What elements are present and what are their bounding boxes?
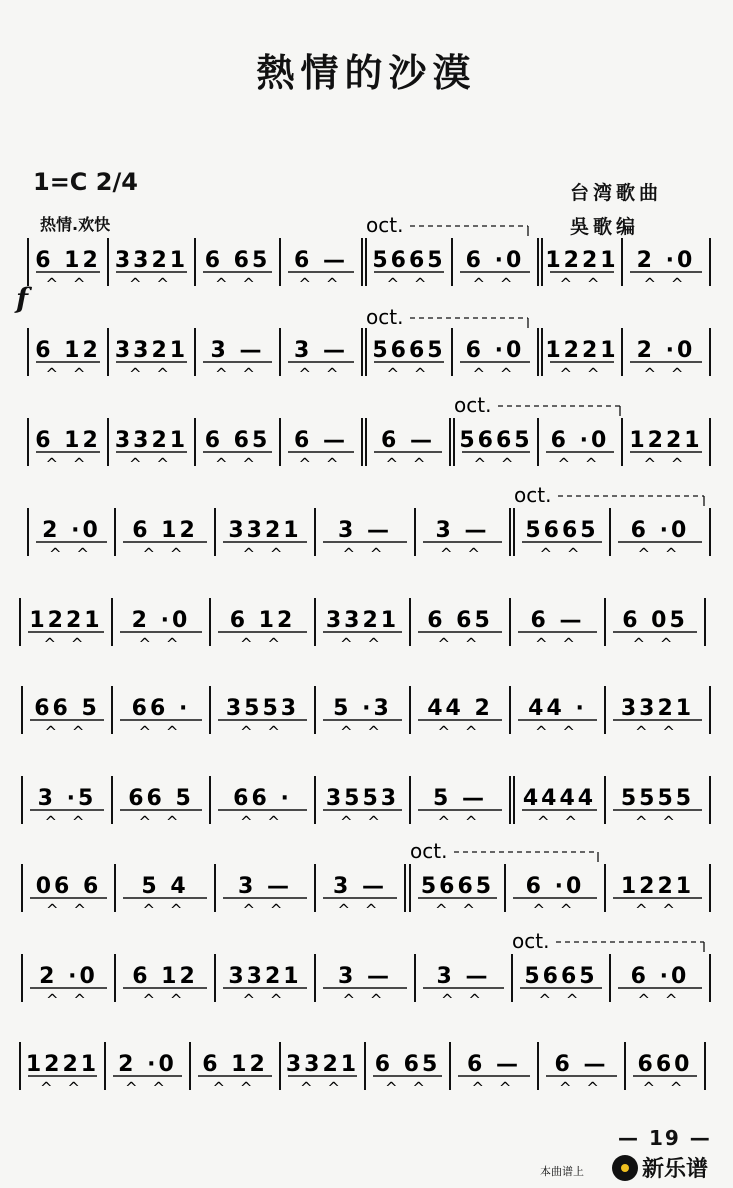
measure-notes: 6 12 <box>229 608 296 633</box>
measure-notes: 6 65 <box>427 608 493 633</box>
tempo-marking: 热情.欢快 <box>40 215 111 234</box>
strum-marks: ^ ^ <box>635 813 680 831</box>
strum-marks: ^ ^ <box>635 901 680 919</box>
measure-notes: 66 · <box>131 696 191 721</box>
strum-marks: ^ ^ <box>437 723 483 741</box>
measure-notes: 6 — <box>294 248 348 273</box>
measure-notes: 3 — <box>210 338 265 363</box>
measure-notes: 6 65 <box>374 1052 441 1077</box>
strum-marks: ^ ^ <box>642 1079 688 1097</box>
strum-marks: ^ ^ <box>142 901 188 919</box>
strum-marks: ^ ^ <box>46 901 91 919</box>
strum-marks: ^ ^ <box>385 1079 430 1097</box>
measure-notes: 1221 <box>545 338 619 363</box>
strum-marks: ^ ^ <box>643 455 689 473</box>
measure-notes: 6 12 <box>132 518 198 543</box>
site-logo <box>612 1152 708 1183</box>
measure-notes: 5555 <box>620 786 695 811</box>
measure-notes: 6 ·0 <box>630 518 690 543</box>
measure-notes: 4444 <box>522 786 597 811</box>
measure-notes: 3321 <box>228 518 302 543</box>
measure-notes: 3321 <box>114 248 189 273</box>
strum-marks: ^ ^ <box>435 901 480 919</box>
strum-marks: ^ ^ <box>138 813 184 831</box>
strum-marks: ^ ^ <box>298 275 344 293</box>
measure-notes: 2 ·0 <box>636 248 696 273</box>
strum-marks: ^ ^ <box>125 1079 170 1097</box>
measure-notes: 6 — <box>530 608 585 633</box>
octave-mark: oct. <box>366 305 404 329</box>
strum-marks: ^ ^ <box>129 275 174 293</box>
strum-marks: ^ ^ <box>441 991 486 1009</box>
measure-notes: 44 · <box>528 696 587 721</box>
measure-notes: 6 — <box>467 1052 521 1077</box>
measure-notes: 3321 <box>114 338 189 363</box>
strum-marks: ^ ^ <box>535 723 580 741</box>
strum-marks: ^ ^ <box>538 991 584 1009</box>
measure-notes: 1221 <box>545 248 619 273</box>
measure-notes: 5665 <box>372 248 446 273</box>
measure-notes: 1221 <box>29 608 103 633</box>
measure-notes: 5665 <box>420 874 495 899</box>
measure-notes: 2 ·0 <box>42 518 101 543</box>
measure-notes: 6 ·0 <box>525 874 585 899</box>
strum-marks: ^ ^ <box>643 275 689 293</box>
measure-notes: 6 ·0 <box>465 248 525 273</box>
measure-notes: 5 — <box>433 786 487 811</box>
measure-notes: 6 — <box>554 1052 609 1077</box>
measure-notes: 5 4 <box>141 874 189 899</box>
strum-marks: ^ ^ <box>473 455 519 473</box>
strum-marks: ^ ^ <box>142 545 188 563</box>
dynamic-marking: f <box>16 282 29 315</box>
octave-mark: oct. <box>512 929 550 953</box>
strum-marks: ^ ^ <box>385 455 431 473</box>
measure-notes: 6 ·0 <box>550 428 610 453</box>
logo-text: 新乐谱 <box>642 1157 709 1182</box>
strum-marks: ^ ^ <box>49 545 94 563</box>
measure-notes: 6 65 <box>204 248 271 273</box>
page-number: — 19 — <box>618 1126 712 1150</box>
strum-marks: ^ ^ <box>242 991 288 1009</box>
strum-marks: ^ ^ <box>142 991 188 1009</box>
measure-notes: 660 <box>637 1052 693 1077</box>
measure-notes: 2 ·0 <box>131 608 191 633</box>
measure-notes: 6 — <box>381 428 435 453</box>
measure-notes: 5665 <box>525 518 599 543</box>
strum-marks: ^ ^ <box>337 901 383 919</box>
measure-notes: 2 ·0 <box>118 1052 177 1077</box>
measure-notes: 6 ·0 <box>465 338 525 363</box>
strum-marks: ^ ^ <box>539 545 585 563</box>
strum-marks: ^ ^ <box>342 545 388 563</box>
strum-marks: ^ ^ <box>637 545 683 563</box>
measure-notes: 6 12 <box>35 248 101 273</box>
strum-marks: ^ ^ <box>138 723 184 741</box>
strum-marks: ^ ^ <box>298 365 344 383</box>
strum-marks: ^ ^ <box>215 455 260 473</box>
measure-notes: 3321 <box>228 964 302 989</box>
strum-marks: ^ ^ <box>535 635 580 653</box>
strum-marks: ^ ^ <box>559 1079 604 1097</box>
strum-marks: ^ ^ <box>635 723 680 741</box>
strum-marks: ^ ^ <box>242 545 288 563</box>
strum-marks: ^ ^ <box>437 813 483 831</box>
strum-marks: ^ ^ <box>340 723 385 741</box>
strum-marks: ^ ^ <box>44 723 90 741</box>
measure-notes: 2 ·0 <box>39 964 98 989</box>
strum-marks: ^ ^ <box>43 635 89 653</box>
strum-marks: ^ ^ <box>45 275 91 293</box>
measure-notes: 3 — <box>435 518 490 543</box>
strum-marks: ^ ^ <box>472 365 518 383</box>
measure-notes: 44 2 <box>427 696 493 721</box>
song-title: 熱情的沙漠 <box>256 50 477 95</box>
strum-marks: ^ ^ <box>340 813 385 831</box>
measure-notes: 3 — <box>338 964 392 989</box>
strum-marks: ^ ^ <box>46 991 91 1009</box>
measure-notes: 3321 <box>325 608 400 633</box>
measure-notes: 6 05 <box>622 608 688 633</box>
measure-notes: 3 — <box>436 964 491 989</box>
measure-notes: 3321 <box>285 1052 360 1077</box>
measure-notes: 3 ·5 <box>37 786 97 811</box>
strum-marks: ^ ^ <box>342 991 388 1009</box>
arranger-label: 吳歌编 <box>570 216 640 238</box>
measure-notes: 6 ·0 <box>630 964 690 989</box>
strum-marks: ^ ^ <box>340 635 385 653</box>
strum-marks: ^ ^ <box>240 723 285 741</box>
strum-marks: ^ ^ <box>212 1079 258 1097</box>
octave-mark: oct. <box>366 213 404 237</box>
record-disc-icon <box>612 1155 638 1181</box>
strum-marks: ^ ^ <box>242 901 288 919</box>
measure-notes: 1221 <box>620 874 695 899</box>
measure-notes: 5 ·3 <box>333 696 392 721</box>
octave-mark: oct. <box>454 393 492 417</box>
octave-mark: oct. <box>410 839 448 863</box>
strum-marks: ^ ^ <box>643 365 689 383</box>
strum-marks: ^ ^ <box>138 635 184 653</box>
measure-notes: 3321 <box>114 428 189 453</box>
strum-marks: ^ ^ <box>557 455 603 473</box>
measure-notes: 3553 <box>325 786 400 811</box>
strum-marks: ^ ^ <box>472 275 518 293</box>
measure-notes: 3 — <box>294 338 348 363</box>
strum-marks: ^ ^ <box>437 635 483 653</box>
measure-notes: 06 6 <box>35 874 102 899</box>
strum-marks: ^ ^ <box>215 275 260 293</box>
strum-marks: ^ ^ <box>632 635 678 653</box>
strum-marks: ^ ^ <box>129 455 174 473</box>
measure-notes: 66 5 <box>34 696 100 721</box>
footer-text: 本曲谱上 <box>540 1165 584 1178</box>
key-signature: 1=C 2/4 <box>33 168 138 196</box>
measure-notes: 3 — <box>238 874 292 899</box>
strum-marks: ^ ^ <box>45 365 91 383</box>
strum-marks: ^ ^ <box>44 813 90 831</box>
strum-marks: ^ ^ <box>45 455 91 473</box>
strum-marks: ^ ^ <box>215 365 260 383</box>
measure-notes: 6 12 <box>132 964 198 989</box>
strum-marks: ^ ^ <box>559 275 605 293</box>
measure-notes: 6 12 <box>35 428 101 453</box>
measure-notes: 66 · <box>233 786 292 811</box>
strum-marks: ^ ^ <box>386 365 432 383</box>
strum-marks: ^ ^ <box>559 365 605 383</box>
measure-notes: 66 5 <box>128 786 194 811</box>
measure-notes: 6 — <box>294 428 348 453</box>
measure-notes: 1221 <box>25 1052 100 1077</box>
strum-marks: ^ ^ <box>386 275 432 293</box>
measure-notes: 3 — <box>338 518 392 543</box>
strum-marks: ^ ^ <box>240 813 285 831</box>
measure-notes: 3553 <box>225 696 300 721</box>
strum-marks: ^ ^ <box>471 1079 517 1097</box>
octave-mark: oct. <box>514 483 552 507</box>
strum-marks: ^ ^ <box>240 635 285 653</box>
measure-notes: 6 12 <box>35 338 101 363</box>
measure-notes: 5665 <box>459 428 533 453</box>
strum-marks: ^ ^ <box>537 813 582 831</box>
strum-marks: ^ ^ <box>298 455 344 473</box>
strum-marks: ^ ^ <box>532 901 578 919</box>
measure-notes: 5665 <box>524 964 598 989</box>
measure-notes: 3321 <box>620 696 695 721</box>
measure-notes: 5665 <box>372 338 446 363</box>
strum-marks: ^ ^ <box>440 545 485 563</box>
origin-label: 台湾歌曲 <box>570 182 663 204</box>
strum-marks: ^ ^ <box>129 365 174 383</box>
measure-notes: 3 — <box>333 874 387 899</box>
measure-notes: 2 ·0 <box>636 338 696 363</box>
measure-notes: 6 12 <box>202 1052 268 1077</box>
strum-marks: ^ ^ <box>40 1079 85 1097</box>
measure-notes: 6 65 <box>204 428 271 453</box>
strum-marks: ^ ^ <box>637 991 683 1009</box>
strum-marks: ^ ^ <box>300 1079 345 1097</box>
measure-notes: 1221 <box>629 428 703 453</box>
